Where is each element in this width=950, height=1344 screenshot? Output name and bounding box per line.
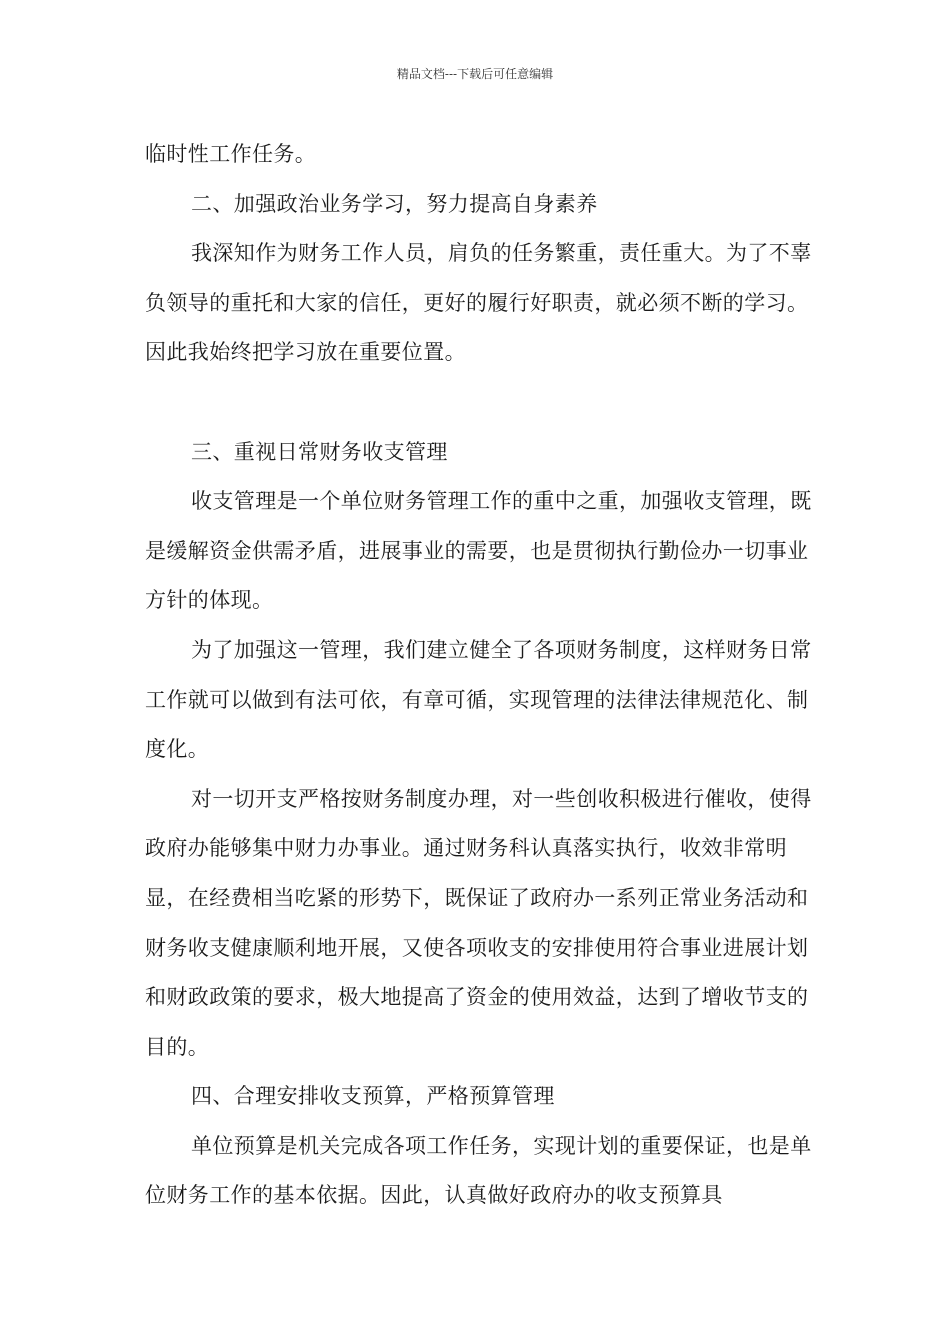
section-heading-2: 二、加强政治业务学习，努力提高自身素养	[191, 191, 598, 216]
page-header: 精品文档---下载后可任意编辑	[396, 67, 554, 81]
document-body	[145, 130, 825, 1221]
paragraph-revenue-management: 收支管理是一个单位财务管理工作的重中之重，加强收支管理，既是缓解资金供需矛盾，进展事业的需要，也是贯彻执行勤俭办一切事业方针的体现。	[145, 489, 812, 613]
paragraph-budget: 单位预算是机关完成各项工作任务，实现计划的重要保证，也是单位财务工作的基本依据。因此，认真做好政府办的收支预算具	[145, 1133, 812, 1208]
paragraph-financial-system: 为了加强这一管理，我们建立健全了各项财务制度，这样财务日常工作就可以做到有法可依，有章可循，实现管理的法律法律规范化、制度化。	[145, 637, 812, 762]
paragraph-continuation: 临时性工作任务。	[145, 142, 317, 166]
section-heading-3: 三、重视日常财务收支管理	[191, 439, 448, 464]
paragraph-study: 我深知作为财务工作人员，肩负的任务繁重，责任重大。为了不辜负领导的重托和大家的信任，更好的履行好职责，就必须不断的学习。因此我始终把学习放在重要位置。	[145, 241, 812, 365]
blank-line	[145, 378, 825, 428]
section-heading-4: 四、合理安排收支预算，严格预算管理	[191, 1084, 555, 1109]
paragraph-expenditure: 对一切开支严格按财务制度办理，对一些创收积极进行催收，使得政府办能够集中财力办事业。通过财务科认真落实执行，收效非常明显，在经费相当吃紧的形势下，既保证了政府办一系列正常业务活动和财务收支健康顺利地开展，又使各项收支的安排使用符合事业进展计划和财政政策的要求，极大地提高了资金的使用效益，达到了增收节支的目的。	[145, 786, 812, 1059]
